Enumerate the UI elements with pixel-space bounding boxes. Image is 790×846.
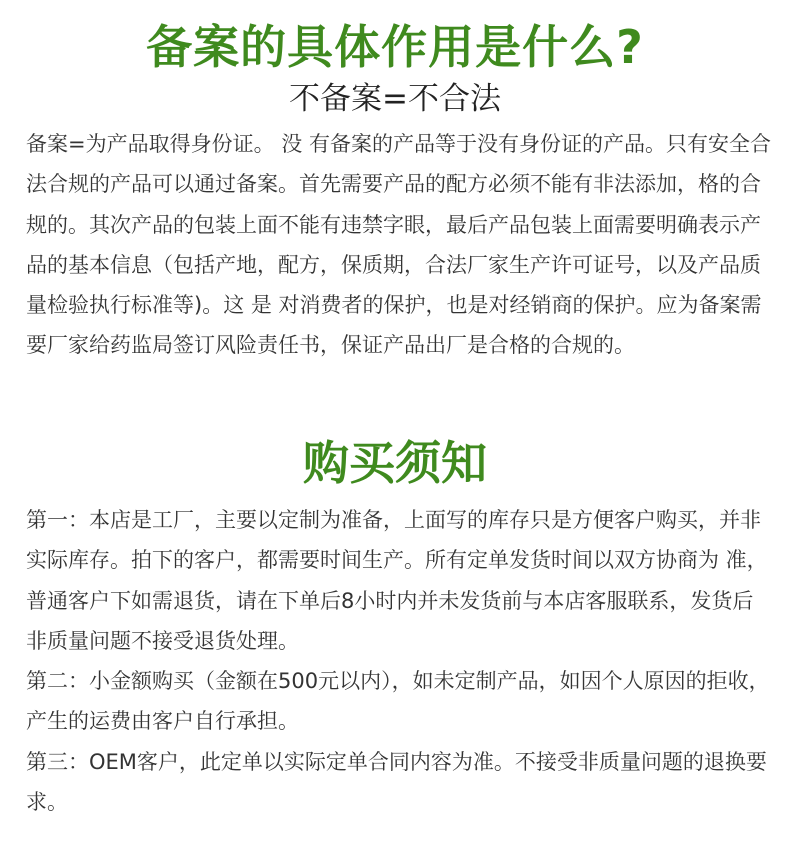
filing-description: 备案=为产品取得身份证。 没 有备案的产品等于没有身份证的产品。只有安全合法合规的产品可以通过备案。首先需要产品的配方必须不能有非法添加，格的合规的。其次产品的包装上面不能有违禁字眼，最后产品包装上面需要明确表示产品的基本信息（包括产地，配方，保质期，合法厂家生产许可证号，以及产品质量检验执行标准等)。这 是 对消费者的保护，也是对经销商的保护。应为备案需要厂家给药监局签订风险责任书，保证产品出厂是合格的合规的。: [26, 132, 771, 358]
purchase-rule-1: 第一：本店是工厂，主要以定制为准备，上面写的库存只是方便客户购买，并非实际库存。拍下的客户，都需要时间生产。所有定单发货时间以双方协商为 准，普通客户下如需退货，请在下单后8小时内并未发货前与本店客服联系，发货后非质量问题不接受退货处理。: [26, 508, 768, 653]
section-title-filing: 备案的具体作用是什么?: [146, 20, 644, 74]
purchase-rule-2: 第二：小金额购买（金额在500元以内），如未定制产品，如因个人原因的拒收，产生的运费由客户自行承担。: [26, 669, 770, 734]
purchase-rules-list: [26, 500, 771, 822]
purchase-rule-3: 第三：OEM客户，此定单以实际定单合同内容为准。不接受非质量问题的退换要求。: [26, 749, 767, 815]
section-title-purchase-notice: 购买须知: [303, 436, 487, 490]
section-subtitle-filing: 不备案=不合法: [289, 81, 501, 117]
